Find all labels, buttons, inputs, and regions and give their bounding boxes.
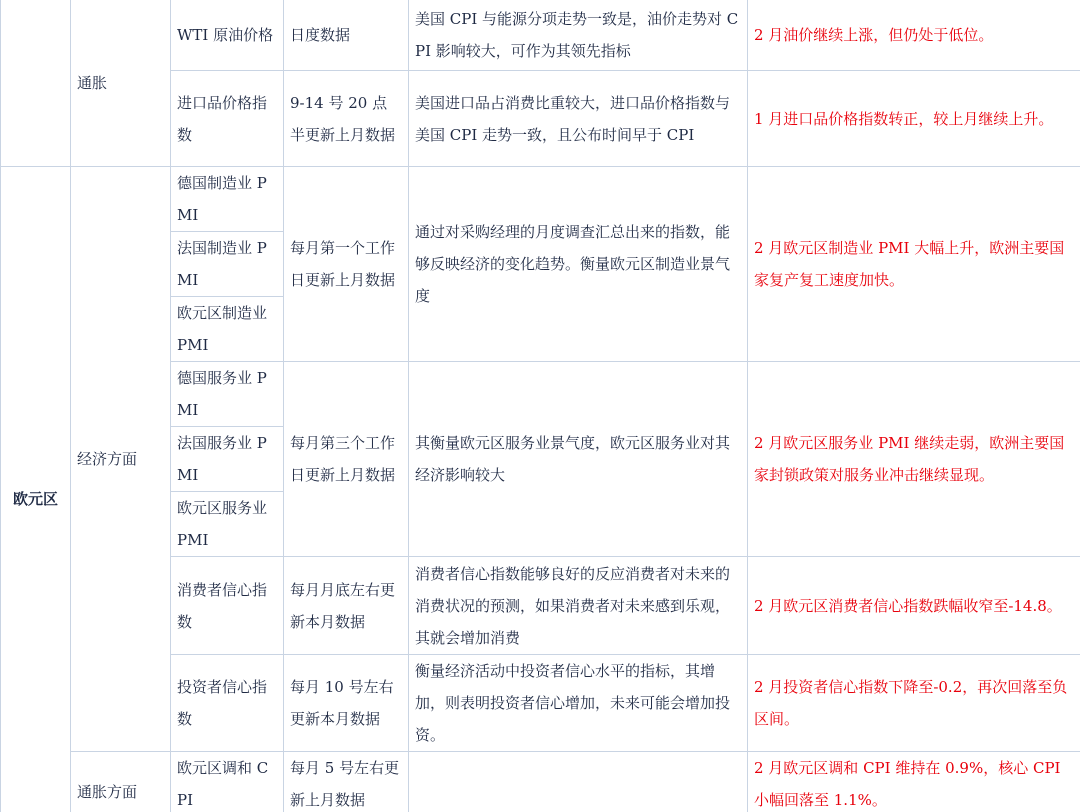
indicator-cell: 欧元区制造业 PMI [171, 297, 284, 362]
description-cell [409, 752, 748, 812]
description-cell: 消费者信心指数能够良好的反应消费者对未来的消费状况的预测，如果消费者对未来感到乐观，其就会增加消费 [409, 557, 748, 655]
note-cell: 1 月进口品价格指数转正，较上月继续上升。 [748, 71, 1080, 167]
category-cell: 通胀 [71, 0, 171, 167]
note-cell: 2 月油价继续上涨，但仍处于低位。 [748, 0, 1080, 71]
region-cell: 欧元区 [1, 167, 71, 812]
indicator-cell: 欧元区调和 CPI [171, 752, 284, 812]
indicator-cell: 消费者信心指数 [171, 557, 284, 655]
note-cell: 2 月欧元区调和 CPI 维持在 0.9%，核心 CPI 小幅回落至 1.1%。 [748, 752, 1080, 812]
table-row [1, 0, 1080, 71]
frequency-cell: 每月 10 号左右更新本月数据 [284, 655, 409, 752]
frequency-cell: 日度数据 [284, 0, 409, 71]
indicator-cell: WTI 原油价格 [171, 0, 284, 71]
note-cell: 2 月欧元区制造业 PMI 大幅上升，欧洲主要国家复产复工速度加快。 [748, 167, 1080, 362]
table-row [1, 167, 1080, 232]
category-cell: 通胀方面 [71, 752, 171, 812]
frequency-cell: 每月 5 号左右更新上月数据 [284, 752, 409, 812]
frequency-cell: 每月第三个工作日更新上月数据 [284, 362, 409, 557]
note-cell: 2 月投资者信心指数下降至-0.2，再次回落至负区间。 [748, 655, 1080, 752]
description-cell: 衡量经济活动中投资者信心水平的指标，其增加，则表明投资者信心增加，未来可能会增加投资。 [409, 655, 748, 752]
description-cell: 美国进口品占消费比重较大，进口品价格指数与美国 CPI 走势一致，且公布时间早于 CPI [409, 71, 748, 167]
note-cell: 2 月欧元区消费者信心指数跌幅收窄至-14.8。 [748, 557, 1080, 655]
frequency-cell: 每月第一个工作日更新上月数据 [284, 167, 409, 362]
indicator-cell: 欧元区服务业 PMI [171, 492, 284, 557]
frequency-cell: 9-14 号 20 点半更新上月数据 [284, 71, 409, 167]
description-cell: 通过对采购经理的月度调查汇总出来的指数，能够反映经济的变化趋势。衡量欧元区制造业景气度 [409, 167, 748, 362]
frequency-cell: 每月月底左右更新本月数据 [284, 557, 409, 655]
category-cell: 经济方面 [71, 167, 171, 752]
note-cell: 2 月欧元区服务业 PMI 继续走弱，欧洲主要国家封锁政策对服务业冲击继续显现。 [748, 362, 1080, 557]
indicator-cell: 德国制造业 PMI [171, 167, 284, 232]
table-row [1, 752, 1080, 812]
indicator-cell: 法国服务业 PMI [171, 427, 284, 492]
description-cell: 其衡量欧元区服务业景气度，欧元区服务业对其经济影响较大 [409, 362, 748, 557]
indicator-cell: 法国制造业 PMI [171, 232, 284, 297]
indicator-cell: 进口品价格指数 [171, 71, 284, 167]
indicator-cell: 德国服务业 PMI [171, 362, 284, 427]
region-cell-blank [1, 0, 71, 167]
description-cell: 美国 CPI 与能源分项走势一致是，油价走势对 CPI 影响较大，可作为其领先指标 [409, 0, 748, 71]
indicator-cell: 投资者信心指数 [171, 655, 284, 752]
